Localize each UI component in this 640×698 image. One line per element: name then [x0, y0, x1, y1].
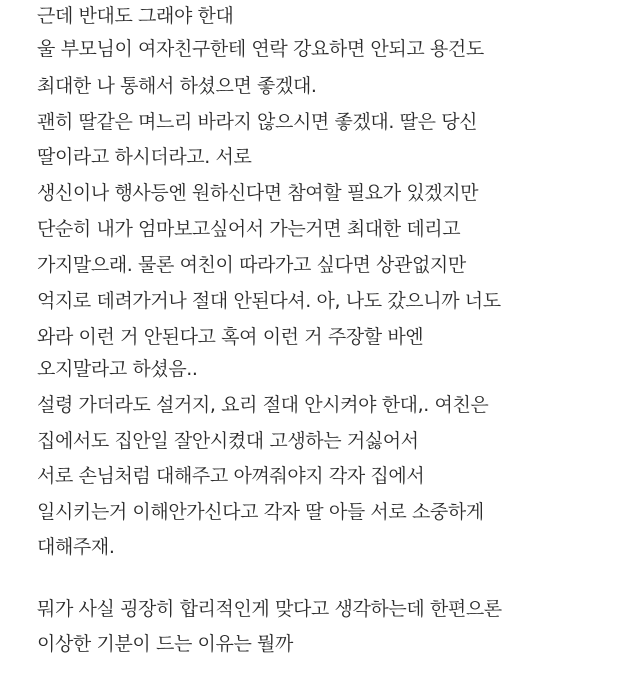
post-text-line: 최대한 나 통해서 하셨으면 좋겠대. — [37, 75, 317, 97]
post-text-line: 단순히 내가 엄마보고싶어서 가는거면 최대한 데리고 — [37, 218, 461, 240]
post-text-line: 대해주재. — [37, 536, 115, 558]
post-text-line: 설령 가더라도 설거지, 요리 절대 안시켜야 한대,. 여친은 — [37, 394, 489, 416]
post-text-line: 뭐가 사실 굉장히 합리적인게 맞다고 생각하는데 한편으론 — [37, 598, 502, 620]
post-text-line: 괜히 딸같은 며느리 바라지 않으시면 좋겠대. 딸은 당신 — [37, 111, 478, 133]
post-text-line: 울 부모님이 여자친구한테 연락 강요하면 안되고 용건도 — [37, 38, 484, 60]
post-text-line: 가지말으래. 물론 여친이 따라가고 싶다면 상관없지만 — [37, 254, 466, 276]
post-text-line: 근데 반대도 그래야 한대 — [37, 5, 234, 27]
post-text-line: 오지말라고 하셨음.. — [37, 358, 198, 380]
post-text-line: 집에서도 집안일 잘안시켰대 고생하는 거싫어서 — [37, 430, 419, 452]
post-text-line: 이상한 기분이 드는 이유는 뭘까 — [37, 633, 293, 655]
post-text-line: 와라 이런 거 안된다고 혹여 이런 거 주장할 바엔 — [37, 326, 424, 348]
post-text-line: 일시키는거 이해안가신다고 각자 딸 아들 서로 소중하게 — [37, 501, 484, 523]
post-text-line: 딸이라고 하시더라고. 서로 — [37, 146, 252, 168]
post-text-line: 억지로 데려가거나 절대 안된다셔. 아, 나도 갔으니까 너도 — [37, 290, 501, 312]
post-text-line: 서로 손님처럼 대해주고 아껴줘야지 각자 집에서 — [37, 465, 425, 487]
post-text-line: 생신이나 행사등엔 원하신다면 참여할 필요가 있겠지만 — [37, 182, 479, 204]
